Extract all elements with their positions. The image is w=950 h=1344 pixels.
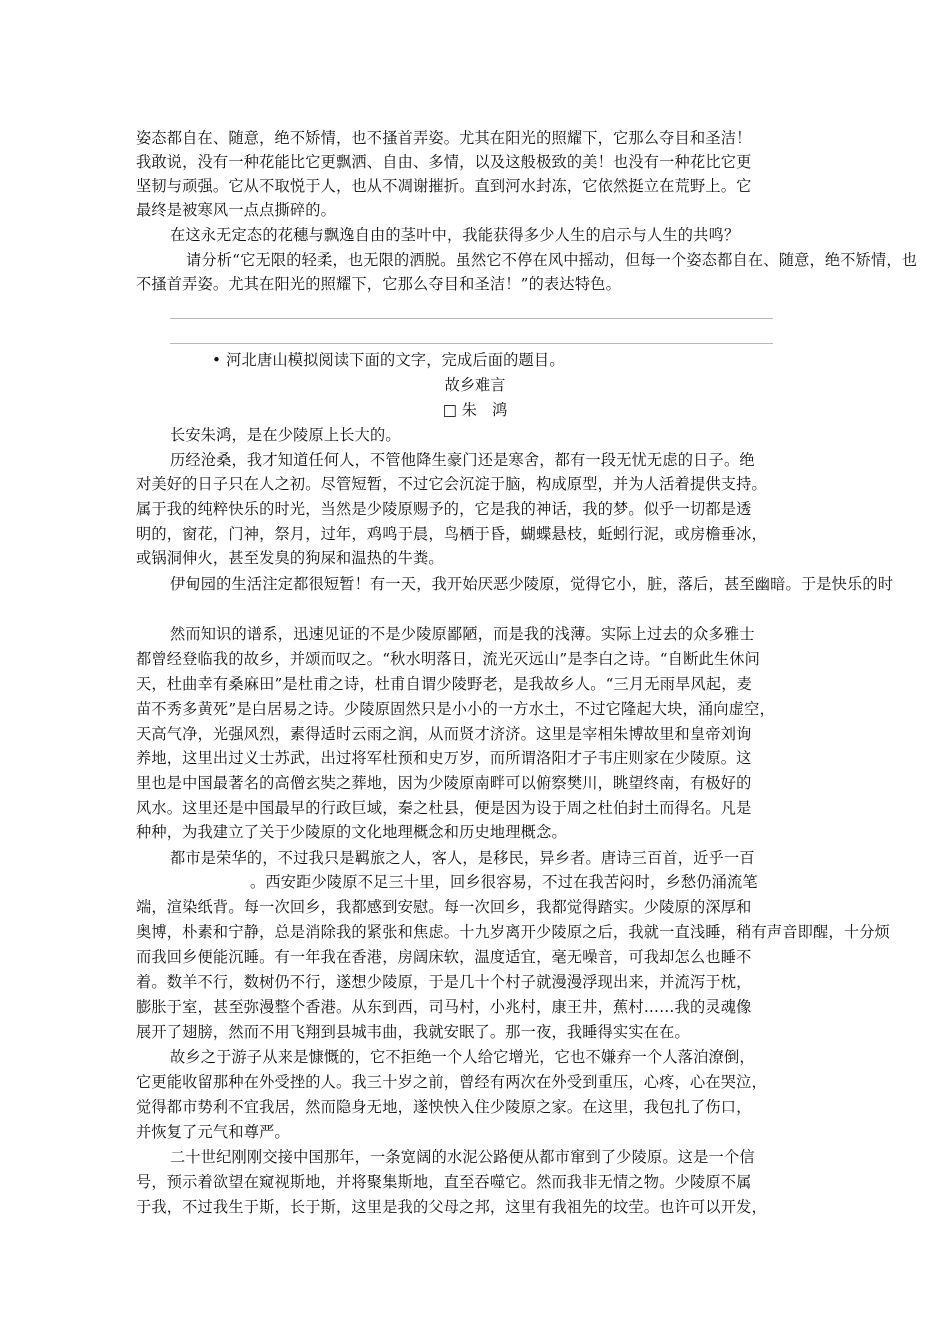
text-line: 姿态都自在、随意，绝不矫情，也不搔首弄姿。尤其在阳光的照耀下，它那么夺目和圣洁！ [136,129,752,147]
text-line: 伊甸园的生活注定都很短暂！有一天，我开始厌恶少陵原，觉得它小，脏，落后，甚至幽暗。于是快乐的时 [170,575,894,593]
text-line: 奥博，朴素和宁静，总是消除我的紧张和焦虑。十九岁离开少陵原之后，我就一直浅睡，稍有声音即醒，十分烦 [136,923,890,941]
text-line: 都市是荣华的，不过我只是羁旅之人，客人，是移民，异乡者。唐诗三百首，近乎一百 [170,849,755,867]
text-line: 端，渲染纸背。每一次回乡，我都感到安慰。每一次回乡，我都觉得踏实。少陵原的深厚和 [136,898,752,916]
text-line: 然而知识的谱系，迅速见证的不是少陵原鄙陋，而是我的浅薄。实际上过去的众多雅士 [170,625,755,643]
text-line: 而我回乡便能沉睡。有一年我在香港，房阔床软，温度适宜，毫无噪音，可我却怎么也睡不 [136,948,752,966]
text-line: 于我，不过我生于斯，长于斯，这里是我的父母之邦，这里有我祖先的坟茔。也许可以开发， [136,1198,767,1216]
question-text: 不搔首弄姿。尤其在阳光的照耀下，它那么夺目和圣洁！”的表达特色。 [136,275,621,293]
text-line: 都曾经登临我的故乡，并颂而叹之。“秋水明落日，流光灭远山”是李白之诗。“自断此生休问 [136,650,761,668]
text-line: 它更能收留那种在外受挫的人。我三十岁之前，曾经有两次在外受到重压，心疼，心在哭泣， [136,1073,767,1091]
text-line: 展开了翅膀，然而不用飞翔到县城韦曲，我就安眠了。那一夜，我睡得实实在在。 [136,1023,690,1041]
text-line: 觉得都市势利不宜我居，然而隐身无地，遂怏怏入住少陵原之家。在这里，我包扎了伤口， [136,1098,752,1116]
text-line: 天高气净，光强风烈，素得适时云雨之润，从而贤才济济。这里是宰相朱博故里和皇帝刘询 [136,725,752,743]
text-line: 着。数羊不行，数树仍不行，遂想少陵原，于是几十个村子就漫漫浮现出来，并流泻于枕， [136,973,752,991]
text-line: 长安朱鸿，是在少陵原上长大的。 [170,426,401,444]
text-line: 苗不秀多黄死”是白居易之诗。少陵原固然只是小小的一方水土，不过它隆起大块，涌向虚空， [136,700,775,718]
text-line: 属于我的纯粹快乐的时光，当然是少陵原赐予的，它是我的神话，我的梦。似乎一切都是透 [136,500,752,518]
question-text: 请分析“它无限的轻柔，也无限的洒脱。虽然它不停在风中摇动，但每一个姿态都自在、随意，绝不矫情，也 [186,251,918,269]
text-line: 坚韧与顽强。它从不取悦于人，也从不凋谢摧折。直到河水封冻，它依然挺立在荒野上。它 [136,177,752,195]
answer-line [170,343,773,344]
text-line: 明的，窗花，门神，祭月，过年，鸡鸣于晨，鸟栖于昏，蝴蝶悬枝，蚯蚓行泥，或房檐垂冰， [136,525,767,543]
text-line: 并恢复了元气和尊严。 [136,1123,290,1141]
article-title: 故乡难言 [444,376,506,394]
text-line: 风水。这里还是中国最早的行政巨域，秦之杜县，便是因为设于周之杜伯封土而得名。凡是 [136,799,752,817]
text-line: 或锅洞伸火，甚至发臭的狗屎和温热的牛粪。 [136,549,444,567]
text-line: 里也是中国最著名的高僧玄奘之葬地，因为少陵原南畔可以俯察樊川，眺望终南，有极好的 [136,774,752,792]
answer-line [170,318,773,319]
text-line: 膨胀于室，甚至弥漫整个香港。从东到西，司马村，小兆村，康王井，蕉村……我的灵魂像 [136,998,752,1016]
text-line: 历经沧桑，我才知道任何人，不管他降生豪门还是寒舍，都有一段无忧无虑的日子。绝 [170,451,755,469]
text-line: 故乡之于游子从来是慷慨的，它不拒绝一个人给它增光，它也不嫌弃一个人落泊潦倒， [170,1048,755,1066]
question-label: • 河北唐山模拟阅读下面的文字，完成后面的题目。 [212,351,565,369]
text-line: 天，杜曲幸有桑麻田”是杜甫之诗，杜甫自谓少陵野老，是我故乡人。“三月无雨旱风起，麦 [136,675,753,693]
text-line: 我敢说，没有一种花能比它更飘洒、自由、多情，以及这般极致的美！也没有一种花比它更 [136,153,752,171]
text-line: 对美好的日子只在人之初。尽管短暂，不过它会沉淀于脑，构成原型，并为人活着提供支持。 [136,475,767,493]
article-author: □ 朱 鸿 [442,401,508,419]
text-line: 养地，这里出过义士苏武，出过将军杜预和史万岁，而所谓洛阳才子韦庄则家在少陵原。这 [136,749,752,767]
text-line: 二十世纪刚刚交接中国那年，一条宽阔的水泥公路便从都市窜到了少陵原。这是一个信 [170,1148,755,1166]
text-line: 种种，为我建立了关于少陵原的文化地理概念和历史地理概念。 [136,823,567,841]
text-line: 最终是被寒风一点点撕碎的。 [136,201,337,219]
text-line: 号，预示着欲望在窥视斯地，并将聚集斯地，直至吞噬它。然而我非无情之物。少陵原不属 [136,1173,752,1191]
text-line: 在这永无定态的花穗与飘逸自由的茎叶中，我能获得多少人生的启示与人生的共鸣？ [170,226,740,244]
text-line: 。西安距少陵原不足三十里，回乡很容易，不过在我苦闷时，乡愁仍涌流笔 [250,873,758,891]
